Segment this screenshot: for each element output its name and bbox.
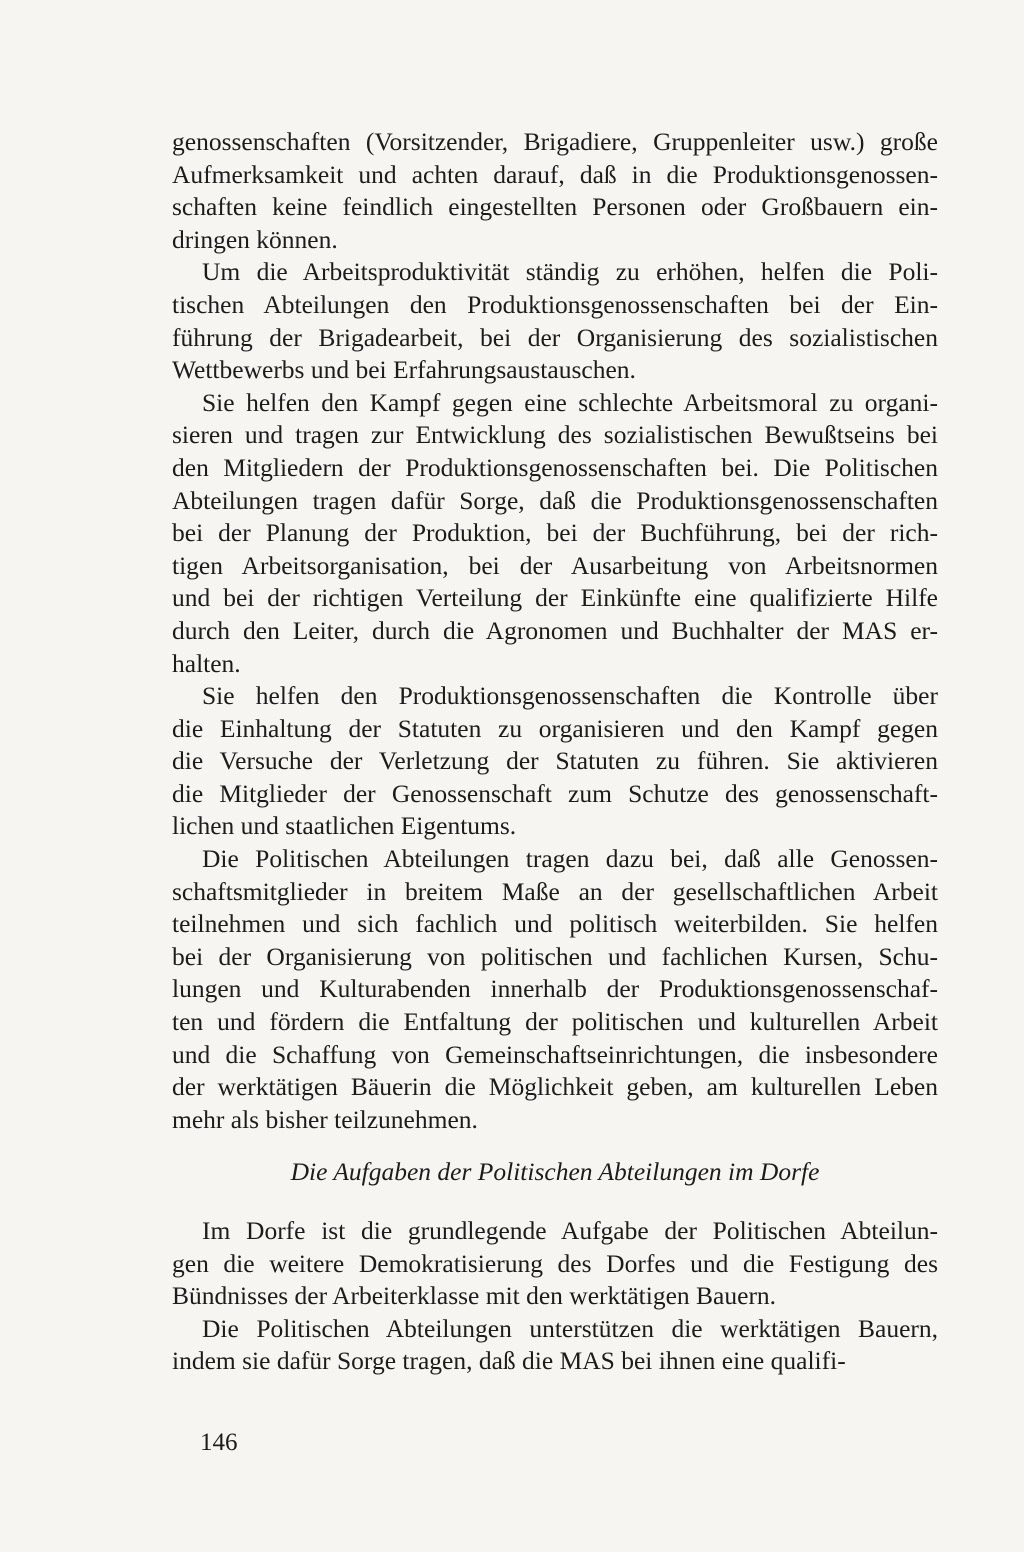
text-line: bei der Organisierung von politischen und fachlichen Kursen, Schu- xyxy=(172,941,938,971)
body-text-bottom xyxy=(172,1215,938,1378)
text-line: schaften keine feindlich eingestellten Personen oder Großbauern ein- xyxy=(172,192,938,222)
paragraph xyxy=(172,126,938,256)
text-line: Die Politischen Abteilungen tragen dazu bei, daß alle Genossen- xyxy=(202,844,938,874)
paragraph xyxy=(172,387,938,680)
text-line: durch den Leiter, durch die Agronomen und Buchhalter der MAS er- xyxy=(172,615,938,645)
text-line: die Versuche der Verletzung der Statuten zu führen. Sie aktivieren xyxy=(172,746,938,776)
text-line: und die Schaffung von Gemeinschaftseinrichtungen, die insbesondere xyxy=(172,1039,938,1069)
text-line: Wettbewerbs und bei Erfahrungsaustauschen. xyxy=(172,355,636,385)
text-line: die Einhaltung der Statuten zu organisieren und den Kampf gegen xyxy=(172,713,938,743)
text-line: Um die Arbeitsproduktivität ständig zu erhöhen, helfen die Poli- xyxy=(202,257,938,287)
text-line: und bei der richtigen Verteilung der Einkünfte eine qualifizierte Hilfe xyxy=(172,583,938,613)
text-line: ten und fördern die Entfaltung der politischen und kulturellen Arbeit xyxy=(172,1007,938,1037)
paragraph xyxy=(172,256,938,386)
text-line: halten. xyxy=(172,648,241,678)
text-line: schaftsmitglieder in breitem Maße an der gesellschaftlichen Arbeit xyxy=(172,876,938,906)
text-line: Aufmerksamkeit und achten darauf, daß in die Produktionsgenossen- xyxy=(172,159,938,189)
text-line: gen die weitere Demokratisierung des Dorfes und die Festigung des xyxy=(172,1248,938,1278)
paragraph xyxy=(172,1313,938,1378)
text-line: die Mitglieder der Genossenschaft zum Schutze des genossenschaft- xyxy=(172,778,938,808)
text-line: führung der Brigadearbeit, bei der Organisierung des sozialistischen xyxy=(172,322,938,352)
text-line: tischen Abteilungen den Produktionsgenossenschaften bei der Ein- xyxy=(172,289,938,319)
body-text-top xyxy=(172,126,938,1136)
text-line: Die Politischen Abteilungen unterstützen die werktätigen Bauern, xyxy=(202,1313,938,1343)
text-line: tigen Arbeitsorganisation, bei der Ausarbeitung von Arbeitsnormen xyxy=(172,550,938,580)
text-line: mehr als bisher teilzunehmen. xyxy=(172,1104,478,1134)
text-line: genossenschaften (Vorsitzender, Brigadiere, Gruppenleiter usw.) große xyxy=(172,127,938,156)
text-line: Bündnisses der Arbeiterklasse mit den werktätigen Bauern. xyxy=(172,1281,777,1311)
page-number: 146 xyxy=(200,1429,238,1456)
text-line: sieren und tragen zur Entwicklung des sozialistischen Bewußtseins bei xyxy=(172,420,938,450)
paragraph xyxy=(172,1215,938,1313)
text-line: Sie helfen den Kampf gegen eine schlechte Arbeitsmoral zu organi- xyxy=(202,387,938,417)
paragraph xyxy=(172,680,938,843)
text-line: Abteilungen tragen dafür Sorge, daß die Produktionsgenossenschaften xyxy=(172,485,938,515)
paragraph xyxy=(172,843,938,1136)
text-line: lichen und staatlichen Eigentums. xyxy=(172,811,517,841)
text-line: dringen können. xyxy=(172,224,338,254)
text-line: den Mitgliedern der Produktionsgenossenschaften bei. Die Politischen xyxy=(172,452,938,482)
text-line: Im Dorfe ist die grundlegende Aufgabe der Politischen Abteilun- xyxy=(202,1216,938,1245)
text-line: teilnehmen und sich fachlich und politisch weiterbilden. Sie helfen xyxy=(172,909,938,939)
text-line: indem sie dafür Sorge tragen, daß die MAS bei ihnen eine qualifi- xyxy=(172,1346,846,1376)
text-line: Sie helfen den Produktionsgenossenschaften die Kontrolle über xyxy=(202,681,938,711)
text-line: der werktätigen Bäuerin die Möglichkeit geben, am kulturellen Leben xyxy=(172,1072,938,1102)
section-heading: Die Aufgaben der Politischen Abteilungen im Dorfe xyxy=(290,1157,820,1186)
text-line: bei der Planung der Produktion, bei der Buchführung, bei der rich- xyxy=(172,518,938,548)
text-line: lungen und Kulturabenden innerhalb der Produktionsgenossenschaf- xyxy=(172,974,938,1004)
